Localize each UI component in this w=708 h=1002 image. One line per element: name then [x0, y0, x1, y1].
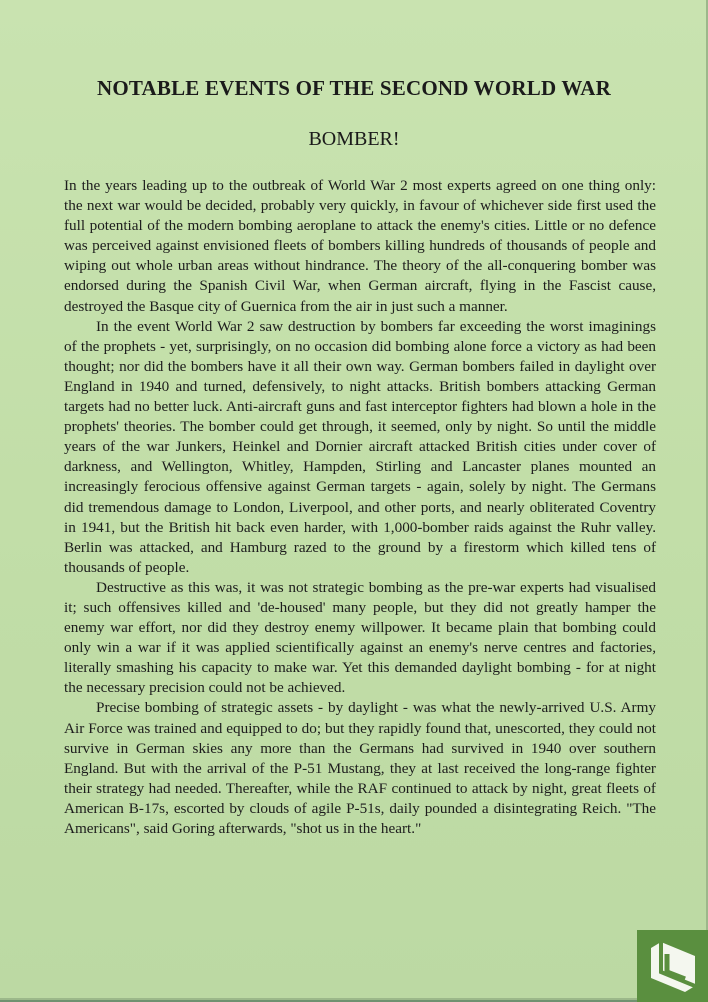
paragraph-3: Destructive as this was, it was not strategic bombing as the pre-war experts had visualised it; such offensives killed and 'de-housed' many people, but they did not greatly hamper the enemy war effort, nor did they destroy enemy willpower. It became plain that bombing could only win a war if it was applied scientifically against an enemy's nerve centres and factories, literally smashing his capacity to make war. Yet this demanded daylight bombing - for at night the necessary precision could not be achieved. [64, 578, 656, 697]
paragraph-2: In the event World War 2 saw destruction by bombers far exceeding the worst imaginings of the prophets - yet, surprisingly, on no occasion did bombing alone force a victory as had been thought; nor did the bombers have it all their own way. German bombers failed in daylight over England in 1940 and turned, defensively, to night attacks. British bombers attacking German targets had no better luck. Anti-aircraft guns and fast interceptor fighters had blown a hole in the prophets' theories. The bomber could get through, it seemed, only by night. So until the middle years of the war Junkers, Heinkel and Dornier aircraft attacked British cities under cover of darkness, and Wellington, Whitley, Hampden, Stirling and Lancaster planes mounted an increasingly ferocious offensive against German targets - again, solely by night. The Germans did tremendous damage to London, Liverpool, and other ports, and nearly obliterated Coventry in 1941, but the British hit back even harder, with 1,000-bomber raids against the Ruhr valley. Berlin was attacked, and Hamburg razed to the ground by a firestorm which killed tens of thousands of people. [64, 317, 656, 576]
lastdodo-logo-icon [637, 930, 708, 1002]
paragraph-1: In the years leading up to the outbreak of World War 2 most experts agreed on one thing only: the next war would be decided, probably very quickly, in favour of whichever side first used the full potential of the modern bombing aeroplane to attack the enemy's cities. Little or no defence was perceived against envisioned fleets of bombers killing hundreds of thousands of people and wiping out whole urban areas without hindrance. The theory of the all-conquering bomber was endorsed during the Spanish Civil War, when German aircraft, flying in the Fascist cause, destroyed the Basque city of Guernica from the air in just such a manner. [64, 177, 656, 315]
section-title: BOMBER! [308, 128, 400, 150]
page-title: NOTABLE EVENTS OF THE SECOND WORLD WAR [96, 76, 612, 100]
paragraph-4: Precise bombing of strategic assets - by daylight - was what the newly-arrived U.S. Army Air Force was trained and equipped to do; but they rapidly found that, unescorted, they could not survive in German skies any more than the Germans had survived in 1940 over southern England. But with the arrival of the P-51 Mustang, they at last received the long-range fighter their strategy had needed. Thereafter, while the RAF continued to attack by night, great fleets of American B-17s, escorted by clouds of agile P-51s, daily pounded a disintegrating Reich. "The Americans", said Goring afterwards, "shot us in the heart." [64, 699, 656, 837]
article-body [64, 176, 656, 839]
